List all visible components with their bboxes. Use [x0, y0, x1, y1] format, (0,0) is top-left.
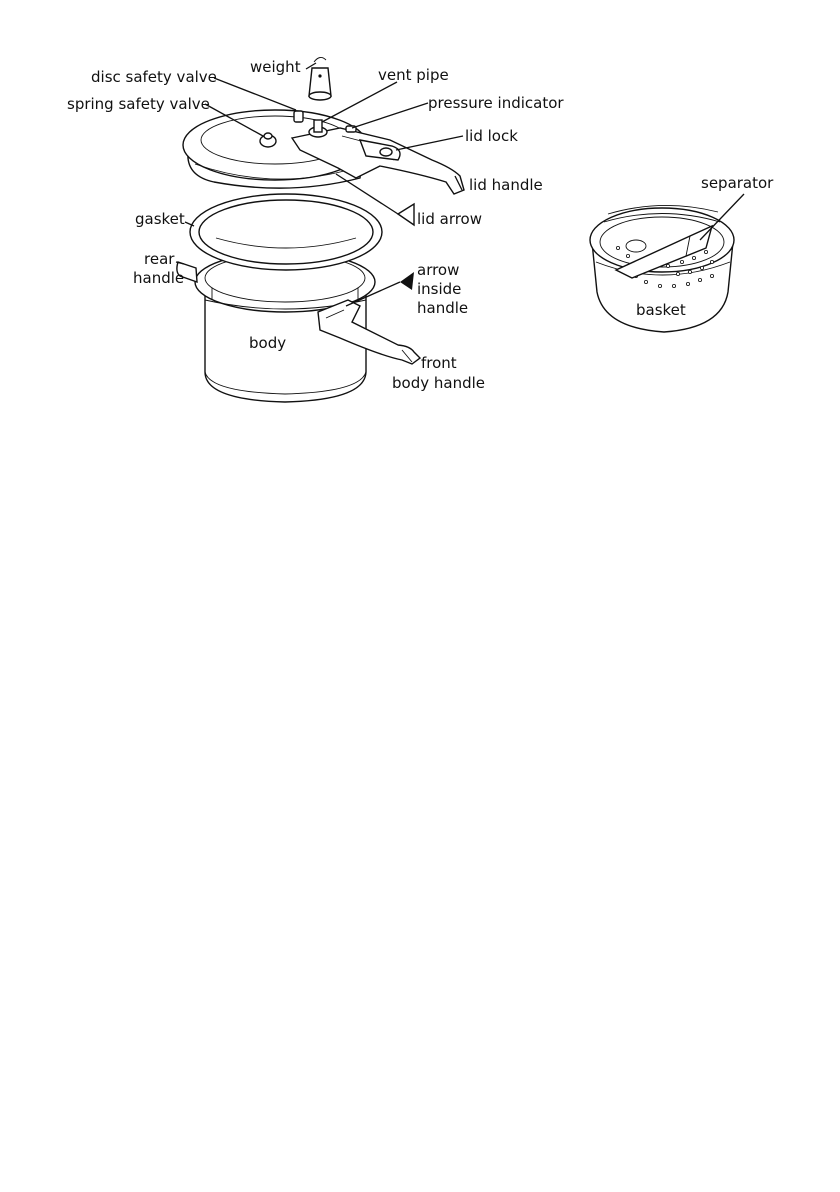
label-weight: weight	[250, 58, 301, 76]
label-arrow-inside-handle-line2: inside	[417, 280, 462, 298]
label-lid-lock: lid lock	[465, 127, 518, 145]
disc-safety-valve	[294, 111, 303, 122]
label-gasket: gasket	[135, 210, 185, 228]
label-lid-arrow: lid arrow	[417, 210, 483, 228]
lid-arrow	[398, 204, 414, 225]
label-body: body	[249, 334, 287, 352]
cooker-lid	[183, 110, 464, 194]
label-front-body-handle-line1: front	[421, 354, 457, 372]
label-arrow-inside-handle-line3: handle	[417, 299, 469, 317]
label-vent-pipe: vent pipe	[378, 66, 449, 84]
label-separator: separator	[701, 174, 774, 192]
label-arrow-inside-handle-line1: arrow	[417, 261, 460, 279]
label-basket: basket	[636, 301, 686, 319]
label-lid-handle: lid handle	[469, 176, 543, 194]
label-front-body-handle-line2: body handle	[392, 374, 485, 392]
label-disc-safety-valve: disc safety valve	[91, 68, 217, 86]
label-rear-handle-line2: handle	[133, 269, 185, 287]
arrow-inside-handle	[400, 272, 414, 290]
weight	[309, 57, 331, 100]
label-spring-safety-valve: spring safety valve	[67, 95, 210, 113]
label-rear-handle-line1: rear	[144, 250, 175, 268]
label-pressure-indicator: pressure indicator	[428, 94, 564, 112]
gasket	[190, 194, 382, 270]
